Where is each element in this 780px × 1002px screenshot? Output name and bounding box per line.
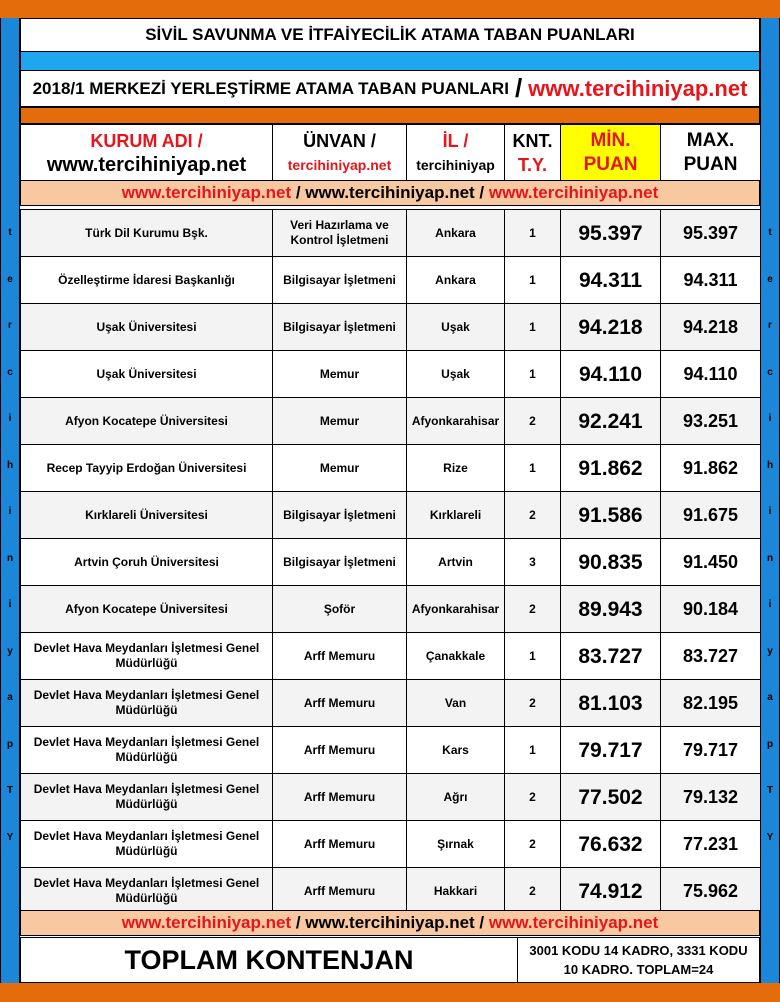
il-cell: Şırnak (407, 821, 505, 868)
header-min-puan (561, 125, 661, 182)
side-letter: a (767, 692, 773, 703)
il-cell: Uşak (407, 304, 505, 351)
il-cell: Kırklareli (407, 492, 505, 539)
side-letter: e (7, 273, 13, 285)
max-puan-cell: 83.727 (661, 633, 761, 680)
min-puan-cell: 79.717 (561, 727, 661, 774)
side-letter: y (7, 645, 13, 657)
banner-bottom-link-1[interactable]: www.tercihiniyap.net (121, 913, 292, 932)
min-puan-cell: 92.241 (561, 398, 661, 445)
side-letter: r (768, 320, 772, 331)
unvan-cell: Bilgisayar İşletmeni (273, 304, 407, 351)
header-il (407, 125, 505, 182)
header-kurum-site: www.tercihiniyap.net (46, 154, 247, 176)
side-letter: n (766, 552, 774, 564)
bottom-orange-bar (0, 983, 780, 1002)
il-cell: Kars (407, 727, 505, 774)
side-letter: Y (766, 831, 774, 843)
unvan-cell: Memur (273, 445, 407, 492)
unvan-cell: Şoför (273, 586, 407, 633)
side-letter: t (8, 227, 12, 238)
header-max-puan-label: PUAN (683, 154, 738, 175)
min-puan-cell: 77.502 (561, 774, 661, 821)
max-puan-cell: 75.962 (661, 868, 761, 915)
il-cell: Rize (407, 445, 505, 492)
side-letter: i (8, 506, 12, 517)
min-puan-cell: 91.862 (561, 445, 661, 492)
banner-link-1[interactable]: www.tercihiniyap.net (121, 183, 292, 202)
side-letter: i (8, 413, 12, 424)
max-puan-cell: 94.311 (661, 257, 761, 304)
top-orange-bar (0, 0, 780, 18)
header-max-label: MAX. (686, 130, 735, 151)
side-letter: i (768, 413, 772, 424)
table-row (21, 633, 761, 680)
unvan-cell: Memur (273, 398, 407, 445)
kurum-cell: Devlet Hava Meydanları İşletmesi Genel Müdürlüğü (21, 680, 273, 727)
unvan-cell: Arff Memuru (273, 821, 407, 868)
min-puan-cell: 94.311 (561, 257, 661, 304)
header-ty-label: T.Y. (517, 155, 547, 175)
table-row (21, 351, 761, 398)
max-puan-cell: 91.675 (661, 492, 761, 539)
min-puan-cell: 91.586 (561, 492, 661, 539)
unvan-cell: Arff Memuru (273, 633, 407, 680)
unvan-cell: Bilgisayar İşletmeni (273, 257, 407, 304)
max-puan-cell: 91.862 (661, 445, 761, 492)
score-table (20, 209, 761, 915)
side-letter: T (6, 785, 14, 796)
header-max-puan (661, 125, 761, 182)
header-il-label: İL / (442, 131, 469, 151)
kurum-cell: Uşak Üniversitesi (21, 351, 273, 398)
max-puan-cell: 93.251 (661, 398, 761, 445)
knt-cell: 2 (505, 398, 561, 445)
knt-cell: 1 (505, 633, 561, 680)
side-letter: t (768, 227, 772, 238)
knt-cell: 1 (505, 257, 561, 304)
subtitle-site: www.tercihiniyap.net (528, 75, 748, 101)
table-row (21, 774, 761, 821)
table-row (21, 680, 761, 727)
header-unvan-label: ÜNVAN / (303, 131, 376, 151)
min-puan-cell: 89.943 (561, 586, 661, 633)
min-puan-cell: 95.397 (561, 210, 661, 257)
right-side-strip (760, 18, 780, 983)
kurum-cell: Afyon Kocatepe Üniversitesi (21, 586, 273, 633)
knt-cell: 1 (505, 210, 561, 257)
table-header (20, 124, 761, 182)
max-puan-cell: 90.184 (661, 586, 761, 633)
side-letter: i (768, 599, 772, 610)
score-sheet (20, 18, 760, 983)
min-puan-cell: 90.835 (561, 539, 661, 586)
knt-cell: 2 (505, 680, 561, 727)
il-cell: Ağrı (407, 774, 505, 821)
header-kurum-label: KURUM ADI / (90, 131, 203, 151)
min-puan-cell: 76.632 (561, 821, 661, 868)
side-letter: p (766, 738, 774, 750)
unvan-cell: Memur (273, 351, 407, 398)
il-cell: Afyonkarahisar (407, 398, 505, 445)
side-letter: c (767, 366, 773, 378)
min-puan-cell: 83.727 (561, 633, 661, 680)
kurum-cell: Afyon Kocatepe Üniversitesi (21, 398, 273, 445)
max-puan-cell: 94.218 (661, 304, 761, 351)
side-letter: i (8, 599, 12, 610)
table-row (21, 210, 761, 257)
orange-divider (20, 107, 760, 124)
total-quota-label: TOPLAM KONTENJAN (21, 938, 518, 982)
il-cell: Hakkari (407, 868, 505, 915)
side-letter: p (6, 738, 14, 750)
unvan-cell: Arff Memuru (273, 727, 407, 774)
table-row (21, 821, 761, 868)
table-row (21, 492, 761, 539)
unvan-cell: Arff Memuru (273, 680, 407, 727)
unvan-cell: Bilgisayar İşletmeni (273, 492, 407, 539)
header-il-site: tercihiniyap (416, 157, 495, 173)
kurum-cell: Devlet Hava Meydanları İşletmesi Genel Müdürlüğü (21, 774, 273, 821)
knt-cell: 2 (505, 821, 561, 868)
max-puan-cell: 82.195 (661, 680, 761, 727)
side-letter: i (768, 506, 772, 517)
max-puan-cell: 91.450 (661, 539, 761, 586)
unvan-cell: Arff Memuru (273, 868, 407, 915)
subtitle (20, 70, 760, 107)
il-cell: Çanakkale (407, 633, 505, 680)
banner-sep-2: / (474, 183, 489, 202)
knt-cell: 3 (505, 539, 561, 586)
il-cell: Afyonkarahisar (407, 586, 505, 633)
header-unvan-site: tercihiniyap.net (287, 157, 392, 173)
kurum-cell: Özelleştirme İdaresi Başkanlığı (21, 257, 273, 304)
banner-bottom-link-3[interactable]: www.tercihiniyap.net (488, 913, 659, 932)
il-cell: Uşak (407, 351, 505, 398)
min-puan-cell: 74.912 (561, 868, 661, 915)
kurum-cell: Devlet Hava Meydanları İşletmesi Genel Müdürlüğü (21, 868, 273, 915)
knt-cell: 1 (505, 304, 561, 351)
table-row (21, 539, 761, 586)
max-puan-cell: 79.717 (661, 727, 761, 774)
knt-cell: 2 (505, 492, 561, 539)
knt-cell: 2 (505, 868, 561, 915)
side-letter: h (6, 459, 14, 471)
unvan-cell: Arff Memuru (273, 774, 407, 821)
subtitle-slash: / (514, 73, 523, 103)
knt-cell: 1 (505, 351, 561, 398)
il-cell: Artvin (407, 539, 505, 586)
subtitle-main: 2018/1 MERKEZİ YERLEŞTİRME ATAMA TABAN PUANLARI (32, 78, 509, 98)
header-min-puan-label: PUAN (583, 154, 638, 175)
max-puan-cell: 95.397 (661, 210, 761, 257)
left-side-strip (0, 18, 20, 983)
knt-cell: 2 (505, 586, 561, 633)
total-quota (20, 937, 760, 983)
site-banner-top (20, 180, 760, 206)
table-row (21, 398, 761, 445)
site-banner-bottom (20, 910, 760, 936)
knt-cell: 1 (505, 727, 561, 774)
banner-bottom-link-2[interactable]: www.tercihiniyap.net (305, 913, 475, 932)
banner-bottom-sep-2: / (474, 913, 489, 932)
min-puan-cell: 81.103 (561, 680, 661, 727)
max-puan-cell: 79.132 (661, 774, 761, 821)
header-unvan (273, 125, 407, 182)
header-knt-label: KNT. (512, 131, 553, 151)
side-letter: T (766, 785, 774, 796)
knt-cell: 1 (505, 445, 561, 492)
table-row (21, 257, 761, 304)
kurum-cell: Uşak Üniversitesi (21, 304, 273, 351)
banner-sep-1: / (291, 183, 306, 202)
side-letter: h (766, 459, 774, 471)
blue-divider (20, 52, 760, 70)
side-letter: a (7, 692, 13, 703)
table-row (21, 445, 761, 492)
table-row (21, 586, 761, 633)
kurum-cell: Devlet Hava Meydanları İşletmesi Genel Müdürlüğü (21, 821, 273, 868)
banner-bottom-sep-1: / (291, 913, 306, 932)
header-knt (505, 125, 561, 182)
kurum-cell: Kırklareli Üniversitesi (21, 492, 273, 539)
max-puan-cell: 77.231 (661, 821, 761, 868)
total-quota-note: 3001 KODU 14 KADRO, 3331 KODU 10 KADRO. TOPLAM=24 (529, 943, 748, 977)
table-row (21, 727, 761, 774)
side-letter: r (8, 320, 12, 331)
il-cell: Ankara (407, 257, 505, 304)
side-letter: n (6, 552, 14, 564)
kurum-cell: Recep Tayyip Erdoğan Üniversitesi (21, 445, 273, 492)
min-puan-cell: 94.218 (561, 304, 661, 351)
max-puan-cell: 94.110 (661, 351, 761, 398)
kurum-cell: Devlet Hava Meydanları İşletmesi Genel Müdürlüğü (21, 727, 273, 774)
table-row (21, 304, 761, 351)
il-cell: Van (407, 680, 505, 727)
kurum-cell: Devlet Hava Meydanları İşletmesi Genel Müdürlüğü (21, 633, 273, 680)
min-puan-cell: 94.110 (561, 351, 661, 398)
unvan-cell: Veri Hazırlama ve Kontrol İşletmeni (273, 210, 407, 257)
knt-cell: 2 (505, 774, 561, 821)
unvan-cell: Bilgisayar İşletmeni (273, 539, 407, 586)
banner-link-3[interactable]: www.tercihiniyap.net (488, 183, 659, 202)
side-letter: c (7, 366, 13, 378)
il-cell: Ankara (407, 210, 505, 257)
kurum-cell: Türk Dil Kurumu Bşk. (21, 210, 273, 257)
side-letter: Y (6, 831, 14, 843)
banner-link-2[interactable]: www.tercihiniyap.net (305, 183, 475, 202)
header-kurum (21, 125, 273, 182)
side-letter: e (767, 273, 773, 285)
table-row (21, 868, 761, 915)
header-min-label: MİN. (590, 130, 631, 151)
side-letter: y (767, 645, 773, 657)
kurum-cell: Artvin Çoruh Üniversitesi (21, 539, 273, 586)
page-title: SİVİL SAVUNMA VE İTFAİYECİLİK ATAMA TABAN PUANLARI (20, 18, 760, 52)
